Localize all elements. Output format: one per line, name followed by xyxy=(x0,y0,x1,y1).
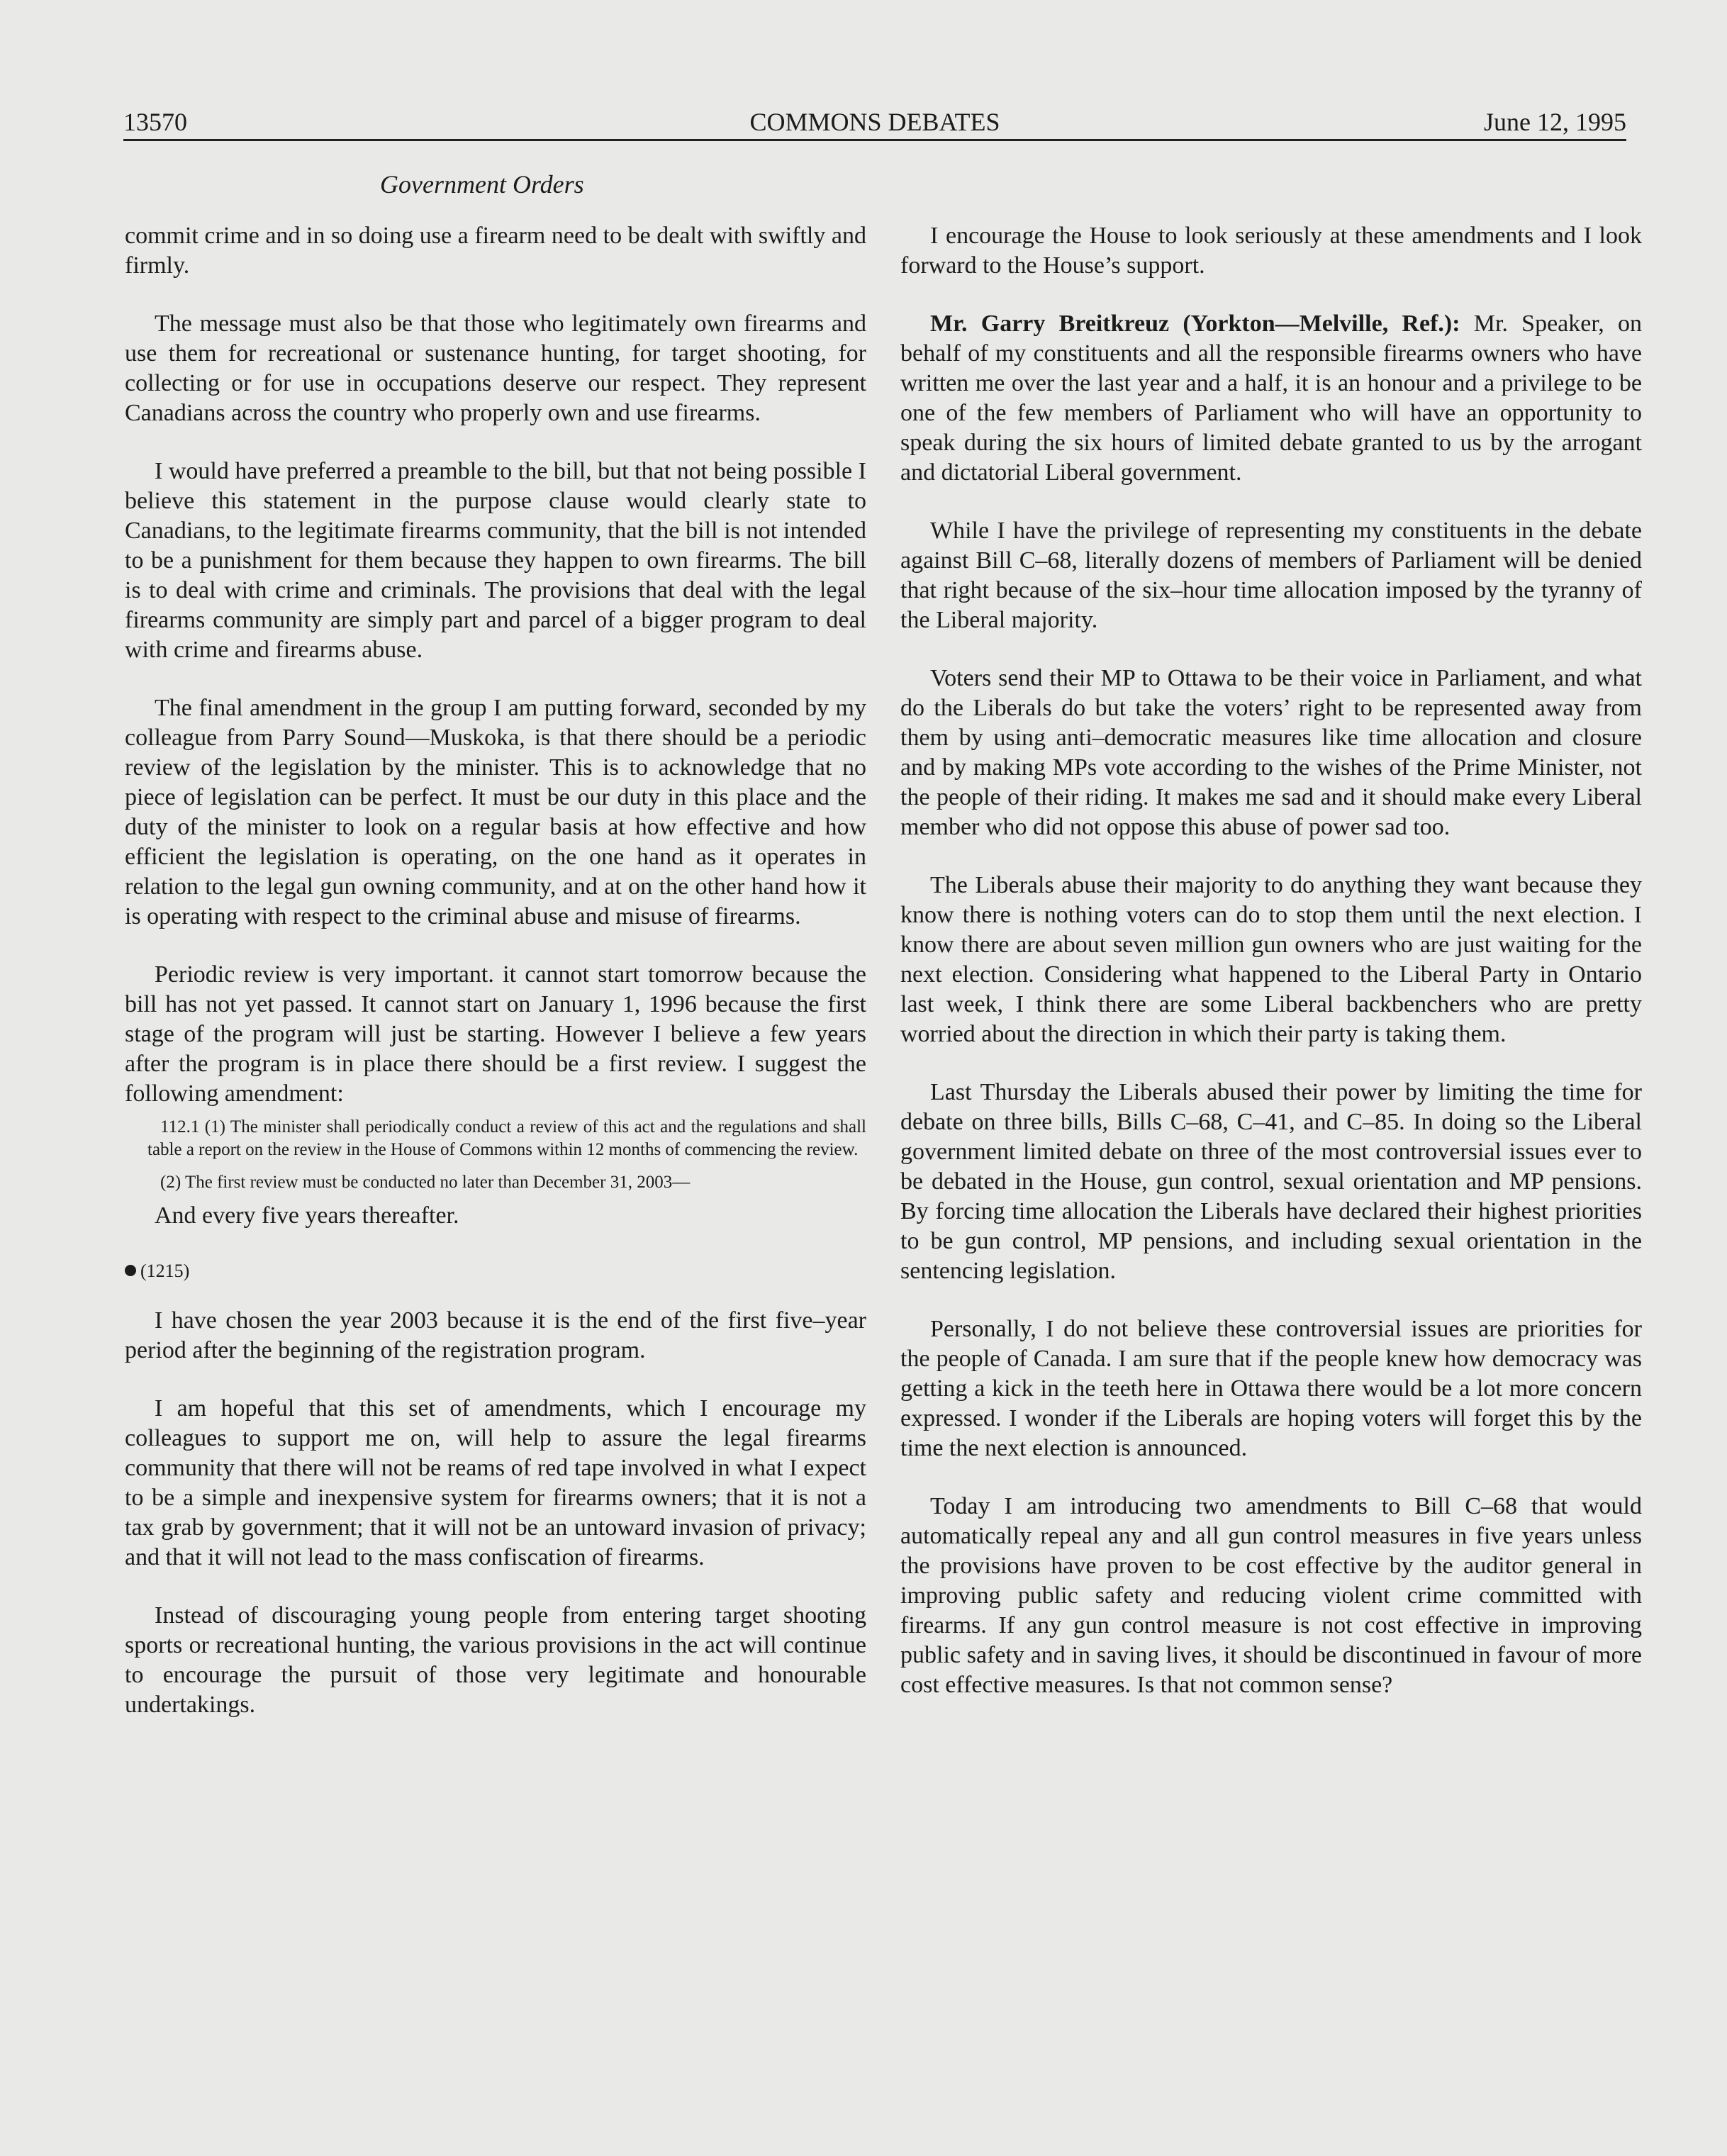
paragraph: Instead of discouraging young people from entering target shooting sports or recreational hunting, the various provisions in the act will continue to encourage the pursuit of those very legitimate and honourable undertakings. xyxy=(125,1602,866,1718)
paragraph: The Liberals abuse their majority to do anything they want because they know there is nothing voters can do to stop them until the next election. I know there are about seven million gun owners who are just waiting for the next election. Considering what happened to the Liberal Party in Ontario last week, I think there are some Liberal backbenchers who are pretty worried about the direction in which their party is taking them. xyxy=(900,872,1642,1047)
section-title: Government Orders xyxy=(380,170,584,199)
amendment-clause-2: (2) The first review must be conducted no later than December 31, 2003— xyxy=(160,1173,691,1192)
paragraph: Last Thursday the Liberals abused their power by limiting the time for debate on three bills, Bills C–68, C–41, and C–85. In doing so the Liberal government limited debate on three of the most controversial issues ever to be debated in the House, gun control, sexual orientation and MP pensions. By forcing time allocation the Liberals have declared their highest priorities to be gun control, MP pensions, and including sexual orientation in the sentencing legislation. xyxy=(900,1079,1642,1284)
paragraph: Today I am introducing two amendments to Bill C–68 that would automatically repeal any and all gun control measures in five years unless the provisions have proven to be cost effective by the auditor general in improving public safety and reducing violent crime committed with firearms. If any gun control measure is not cost effective in improving public safety and in saving lives, it should be discontinued in favour of more cost effective measures. Is that not common sense? xyxy=(900,1493,1642,1698)
paragraph: The final amendment in the group I am putting forward, seconded by my colleague from Parry Sound—Muskoka, is that there should be a periodic review of the legislation by the minister. This is to acknowledge that no piece of legislation can be perfect. It must be our duty in this place and the duty of the minister to look on a regular basis at how effective and how efficient the legislation is operating, on the one hand as it operates in relation to the legal gun owning community, and at on the other hand how it is operating with respect to the criminal abuse and misuse of firearms. xyxy=(125,695,866,929)
page-date: June 12, 1995 xyxy=(1484,108,1626,136)
timestamp xyxy=(125,1259,866,1283)
speech-text: Mr. Speaker, on behalf of my constituents and all the responsible firearms owners who have written me over the last year and a half, it is an honour and a privilege to be one of the few members of Parliament who will have an opportunity to speak during the six hours of limited debate granted to us by the arrogant and dictatorial Liberal government. xyxy=(900,311,1643,486)
amendment-text xyxy=(125,1116,866,1194)
paragraph: I would have preferred a preamble to the bill, but that not being possible I believe this statement in the purpose clause would clearly state to Canadians, to the legitimate firearms community, that the bill is not intended to be a punishment for them because they happen to own firearms. The bill is to deal with crime and criminals. The provisions that deal with the legal firearms community are simply part and parcel of a bigger program to deal with crime and firearms abuse. xyxy=(125,458,866,663)
paragraph: I have chosen the year 2003 because it is the end of the first five–year period after the beginning of the registration program. xyxy=(125,1307,866,1363)
paragraph: Periodic review is very important. it cannot start tomorrow because the bill has not yet passed. It cannot start on January 1, 1996 because the first stage of the program will just be starting. However I believe a few years after the program is in place there should be a first review. I suggest the following amendment: xyxy=(125,961,866,1107)
speech-opening xyxy=(900,309,1642,488)
paragraph: I encourage the House to look seriously at these amendments and I look forward to the House’s support. xyxy=(900,223,1642,279)
paragraph: And every five years thereafter. xyxy=(155,1202,459,1229)
amendment-clause-1: 112.1 (1) The minister shall periodically conduct a review of this act and the regulations and shall table a report on the review in the House of Commons within 12 months of commencing the review. xyxy=(147,1117,866,1159)
page-header xyxy=(123,104,1626,140)
publication-title: COMMONS DEBATES xyxy=(749,108,1000,136)
speaker-name: Mr. Garry Breitkreuz (Yorkton—Melville, Ref.): xyxy=(930,311,1460,337)
header-rule xyxy=(123,139,1626,141)
timestamp-text: (1215) xyxy=(140,1261,190,1281)
paragraph: The message must also be that those who legitimately own firearms and use them for recreational or sustenance hunting, for target shooting, for collecting or for use in occupations deserve our respect. They represent Canadians across the country who properly own and use firearms. xyxy=(125,311,866,426)
right-column xyxy=(900,221,1642,1728)
paragraph: While I have the privilege of representing my constituents in the debate against Bill C–68, literally dozens of members of Parliament will be denied that right because of the six–hour time allocation imposed by the tyranny of the Liberal majority. xyxy=(900,518,1642,633)
page-number: 13570 xyxy=(123,108,187,136)
left-column xyxy=(125,221,866,1748)
paragraph: commit crime and in so doing use a firearm need to be dealt with swiftly and firmly. xyxy=(125,223,866,279)
paragraph: Personally, I do not believe these controversial issues are priorities for the people of Canada. I am sure that if the people knew how democracy was getting a kick in the teeth here in Ottawa there would be a lot more concern expressed. I wonder if the Liberals are hoping voters will forget this by the time the next election is announced. xyxy=(900,1316,1642,1461)
bullet-icon xyxy=(125,1265,136,1276)
paragraph: I am hopeful that this set of amendments, which I encourage my colleagues to support me on, will help to assure the legal firearms community that there will not be reams of red tape involved in what I expect to be a simple and inexpensive system for firearms owners; that it is not a tax grab by government; that it will not be an untoward invasion of privacy; and that it will not lead to the mass confiscation of firearms. xyxy=(125,1395,866,1570)
paragraph: Voters send their MP to Ottawa to be their voice in Parliament, and what do the Liberals do but take the voters’ right to be represented away from them by using anti–democratic measures like time allocation and closure and by making MPs vote according to the wishes of the Prime Minister, not the people of their riding. It makes me sad and it should make every Liberal member who did not oppose this abuse of power sad too. xyxy=(900,665,1642,840)
